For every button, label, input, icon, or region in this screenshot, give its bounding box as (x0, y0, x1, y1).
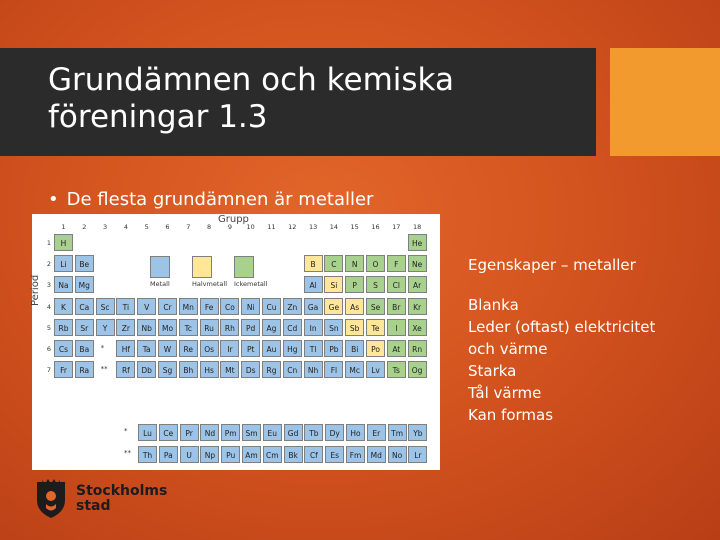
element-cell: Sn (324, 319, 343, 336)
group-number: 15 (350, 223, 359, 231)
element-cell: Bi (345, 340, 364, 357)
element-cell: Ar (408, 276, 427, 293)
element-cell: B (304, 255, 323, 272)
element-cell: Lr (408, 446, 427, 463)
element-cell: Yb (408, 424, 427, 441)
element-cell: Cd (283, 319, 302, 336)
logo-text (76, 484, 167, 514)
property-item: Kan formas (468, 406, 554, 424)
period-number: 3 (46, 281, 52, 290)
element-cell: Hf (116, 340, 135, 357)
element-cell: Lu (138, 424, 157, 441)
element-cell: Og (408, 361, 427, 378)
group-number: 4 (123, 223, 128, 231)
group-number: 13 (308, 223, 318, 231)
element-cell: Ne (408, 255, 427, 272)
element-cell: Ir (220, 340, 239, 357)
legend-swatch (234, 256, 254, 278)
element-cell: Hs (200, 361, 219, 378)
element-cell: Kr (408, 298, 427, 315)
element-cell: Os (200, 340, 219, 357)
group-number: 16 (371, 223, 380, 231)
period-number: 1 (46, 239, 52, 247)
element-cell: Se (366, 298, 385, 315)
group-number: 12 (288, 223, 297, 231)
slide-title-line2: föreningar 1.3 (48, 99, 268, 135)
group-number: 6 (165, 223, 170, 231)
group-number: 1 (61, 223, 66, 231)
element-cell: Cm (263, 446, 282, 463)
element-cell: Cl (387, 276, 406, 293)
periodic-table-image (32, 214, 440, 470)
element-cell: N (345, 255, 364, 272)
element-cell: Pb (324, 340, 343, 357)
element-cell: Fr (54, 361, 73, 378)
group-number: 7 (186, 223, 191, 231)
property-item: Starka (468, 362, 517, 380)
legend-label: Halvmetall (192, 280, 227, 288)
element-cell: Cs (54, 340, 73, 357)
bullet-point (48, 189, 373, 210)
legend-label: Ickemetall (234, 280, 268, 288)
element-cell: Md (367, 446, 386, 463)
period-number: 2 (46, 260, 52, 269)
element-cell: Cf (304, 446, 323, 463)
element-cell: Rf (116, 361, 135, 378)
element-cell: Cu (262, 298, 281, 315)
element-cell: Lv (366, 361, 385, 378)
element-cell: Tc (179, 319, 198, 336)
element-cell: Rg (262, 361, 281, 378)
element-cell: Sb (345, 319, 364, 336)
group-label: Grupp (218, 214, 249, 225)
element-cell: Ca (75, 298, 94, 315)
element-cell: Na (54, 276, 73, 293)
element-cell: P (345, 276, 364, 293)
element-cell: Tb (304, 424, 323, 441)
properties-list (468, 254, 708, 426)
series-marker: ** (124, 449, 131, 457)
element-cell: Sc (96, 298, 115, 315)
element-cell: Fm (346, 446, 365, 463)
element-cell: Po (366, 340, 385, 357)
element-cell: Ti (116, 298, 135, 315)
element-cell: Y (96, 319, 115, 336)
element-cell: Fe (200, 298, 219, 315)
element-cell: Nb (137, 319, 156, 336)
logo-line2: stad (76, 498, 111, 514)
element-cell: U (180, 446, 199, 463)
stockholms-stad-logo (34, 478, 184, 522)
group-number: 9 (227, 223, 232, 231)
element-cell: Ce (159, 424, 178, 441)
element-cell: W (158, 340, 177, 357)
logo-line1: Stockholms (76, 483, 168, 499)
element-cell: Pu (221, 446, 240, 463)
element-cell: Sm (242, 424, 261, 441)
element-cell: Fl (324, 361, 343, 378)
element-cell: Th (138, 446, 157, 463)
group-number: 17 (392, 223, 401, 231)
period-number: 5 (46, 323, 52, 332)
element-cell: C (324, 255, 343, 272)
element-cell: In (304, 319, 323, 336)
element-cell: F (387, 255, 406, 272)
element-cell: Li (54, 255, 73, 272)
element-cell: As (345, 298, 364, 315)
element-cell: Mn (179, 298, 198, 315)
element-cell: Nd (200, 424, 219, 441)
element-cell: Pd (241, 319, 260, 336)
accent-box (610, 48, 720, 156)
element-cell: Mc (345, 361, 364, 378)
group-number: 2 (82, 223, 87, 231)
period-number: 4 (46, 302, 52, 311)
series-marker: * (100, 344, 105, 352)
slide-title-line1: Grundämnen och kemiska (48, 62, 454, 98)
element-cell: Hg (283, 340, 302, 357)
property-item: Tål värme (468, 384, 542, 402)
element-cell: Rh (220, 319, 239, 336)
element-cell: V (137, 298, 156, 315)
element-cell: Ra (75, 361, 94, 378)
element-cell: Tm (388, 424, 407, 441)
element-cell: Cr (158, 298, 177, 315)
element-cell: Mt (220, 361, 239, 378)
element-cell: Co (220, 298, 239, 315)
element-cell: Ds (241, 361, 260, 378)
element-cell: Mg (75, 276, 94, 293)
legend-swatch (150, 256, 170, 278)
element-cell: Sr (75, 319, 94, 336)
element-cell: K (54, 298, 73, 315)
element-cell: Zr (116, 319, 135, 336)
element-cell: Es (325, 446, 344, 463)
bullet-dot: • (48, 189, 59, 210)
group-number: 11 (267, 223, 276, 231)
element-cell: Eu (263, 424, 282, 441)
element-cell: Be (75, 255, 94, 272)
element-cell: Mo (158, 319, 177, 336)
slide-title (48, 62, 588, 136)
element-cell: Ta (137, 340, 156, 357)
element-cell: Ni (241, 298, 260, 315)
property-item: Blanka (468, 296, 519, 314)
element-cell: Pm (221, 424, 240, 441)
element-cell: Ga (304, 298, 323, 315)
element-cell: Te (366, 319, 385, 336)
period-number: 7 (46, 366, 52, 375)
property-item: och värme (468, 340, 548, 358)
element-cell: Rn (408, 340, 427, 357)
element-cell: Xe (408, 319, 427, 336)
bullet-text: De flesta grundämnen är metaller (66, 189, 374, 210)
element-cell: Rb (54, 319, 73, 336)
group-number: 3 (103, 223, 108, 231)
property-item: Leder (oftast) elektricitet (468, 318, 656, 336)
legend-label: Metall (150, 280, 170, 288)
element-cell: Dy (325, 424, 344, 441)
element-cell: Nh (304, 361, 323, 378)
element-cell: He (408, 234, 427, 251)
group-number: 5 (144, 223, 149, 231)
element-cell: H (54, 234, 73, 251)
series-marker: * (124, 427, 128, 435)
element-cell: Db (137, 361, 156, 378)
element-cell: Bh (179, 361, 198, 378)
group-number: 14 (329, 223, 339, 231)
element-cell: Gd (284, 424, 303, 441)
element-cell: Ru (200, 319, 219, 336)
element-cell: Pt (241, 340, 260, 357)
element-cell: No (388, 446, 407, 463)
element-cell: Am (242, 446, 261, 463)
element-cell: Er (367, 424, 386, 441)
element-cell: Si (324, 276, 343, 293)
element-cell: I (387, 319, 406, 336)
element-cell: Re (179, 340, 198, 357)
element-cell: Ag (262, 319, 281, 336)
element-cell: Au (262, 340, 281, 357)
element-cell: Zn (283, 298, 302, 315)
element-cell: Sg (158, 361, 177, 378)
crest-icon (34, 478, 68, 520)
element-cell: Np (200, 446, 219, 463)
element-cell: At (387, 340, 406, 357)
element-cell: Bk (284, 446, 303, 463)
element-cell: Al (304, 276, 323, 293)
group-number: 10 (246, 223, 255, 231)
element-cell: Cn (283, 361, 302, 378)
element-cell: S (366, 276, 385, 293)
element-cell: Ts (387, 361, 406, 378)
group-number: 18 (412, 223, 422, 231)
element-cell: Br (387, 298, 406, 315)
element-cell: Ho (346, 424, 365, 441)
element-cell: Tl (304, 340, 323, 357)
period-label: Period (30, 274, 41, 306)
period-number: 6 (46, 345, 52, 353)
series-marker: ** (100, 365, 108, 374)
group-number: 8 (207, 223, 212, 231)
element-cell: Pr (180, 424, 199, 441)
element-cell: Ba (75, 340, 94, 357)
properties-heading: Egenskaper – metaller (468, 256, 636, 274)
legend-swatch (192, 256, 212, 278)
element-cell: O (366, 255, 385, 272)
element-cell: Ge (324, 298, 343, 315)
element-cell: Pa (159, 446, 178, 463)
